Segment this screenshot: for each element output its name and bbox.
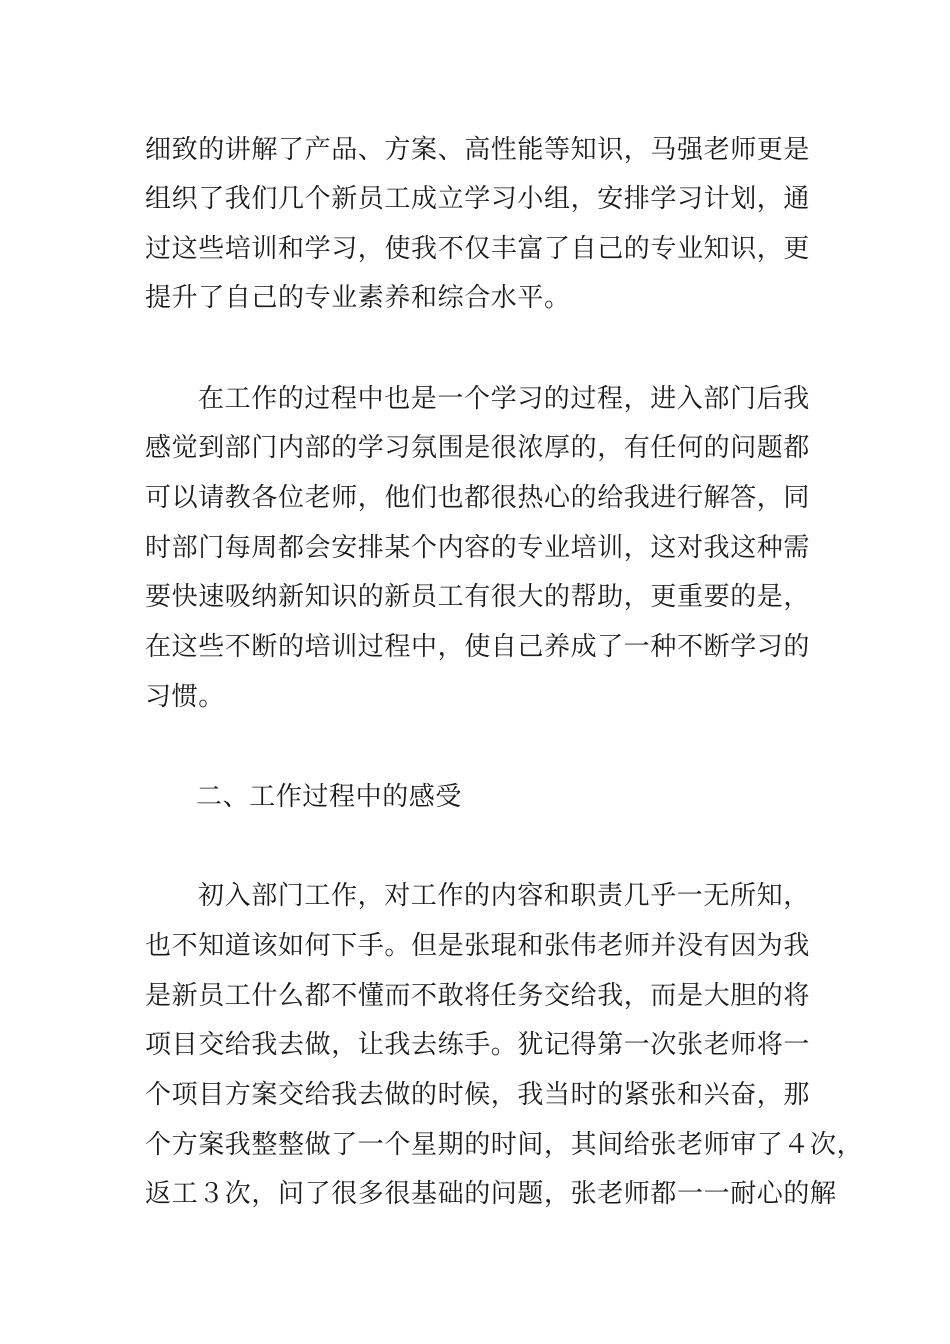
paragraph-3-line-2: 也不知道该如何下手。但是张琨和张伟老师并没有因为我 bbox=[145, 931, 811, 961]
paragraph-1-line-3: 过这些培训和学习，使我不仅丰富了自己的专业知识，更 bbox=[145, 234, 811, 264]
paragraph-2-line-4: 时部门每周都会安排某个内容的专业培训，这对我这种需 bbox=[145, 533, 811, 563]
section-heading: 二、工作过程中的感受 bbox=[196, 782, 463, 812]
paragraph-2-line-3: 可以请教各位老师，他们也都很热心的给我进行解答，同 bbox=[145, 483, 811, 513]
paragraph-3-line-6: 个方案我整整做了一个星期的时间，其间给张老师审了４次， bbox=[145, 1130, 864, 1160]
paragraph-1-line-4: 提升了自己的专业素养和综合水平。 bbox=[145, 283, 571, 313]
paragraph-1-line-2: 组织了我们几个新员工成立学习小组，安排学习计划，通 bbox=[145, 184, 811, 214]
paragraph-3-line-5: 个项目方案交给我去做的时候，我当时的紧张和兴奋，那 bbox=[145, 1080, 811, 1110]
paragraph-2-line-5: 要快速吸纳新知识的新员工有很大的帮助，更重要的是， bbox=[145, 582, 811, 612]
paragraph-2-line-6: 在这些不断的培训过程中，使自己养成了一种不断学习的 bbox=[145, 632, 811, 662]
paragraph-2-line-1: 在工作的过程中也是一个学习的过程，进入部门后我 bbox=[198, 384, 810, 414]
paragraph-2-line-7: 习惯。 bbox=[145, 682, 225, 712]
paragraph-3-line-1: 初入部门工作，对工作的内容和职责几乎一无所知， bbox=[198, 881, 810, 911]
paragraph-1-line-1: 细致的讲解了产品、方案、高性能等知识，马强老师更是 bbox=[145, 135, 811, 165]
paragraph-2-line-2: 感觉到部门内部的学习氛围是很浓厚的，有任何的问题都 bbox=[145, 433, 811, 463]
paragraph-3-line-7: 返工３次，问了很多很基础的问题，张老师都一一耐心的解 bbox=[145, 1179, 837, 1209]
paragraph-3-line-4: 项目交给我去做，让我去练手。犹记得第一次张老师将一 bbox=[145, 1030, 811, 1060]
paragraph-3-line-3: 是新员工什么都不懂而不敢将任务交给我，而是大胆的将 bbox=[145, 981, 811, 1011]
